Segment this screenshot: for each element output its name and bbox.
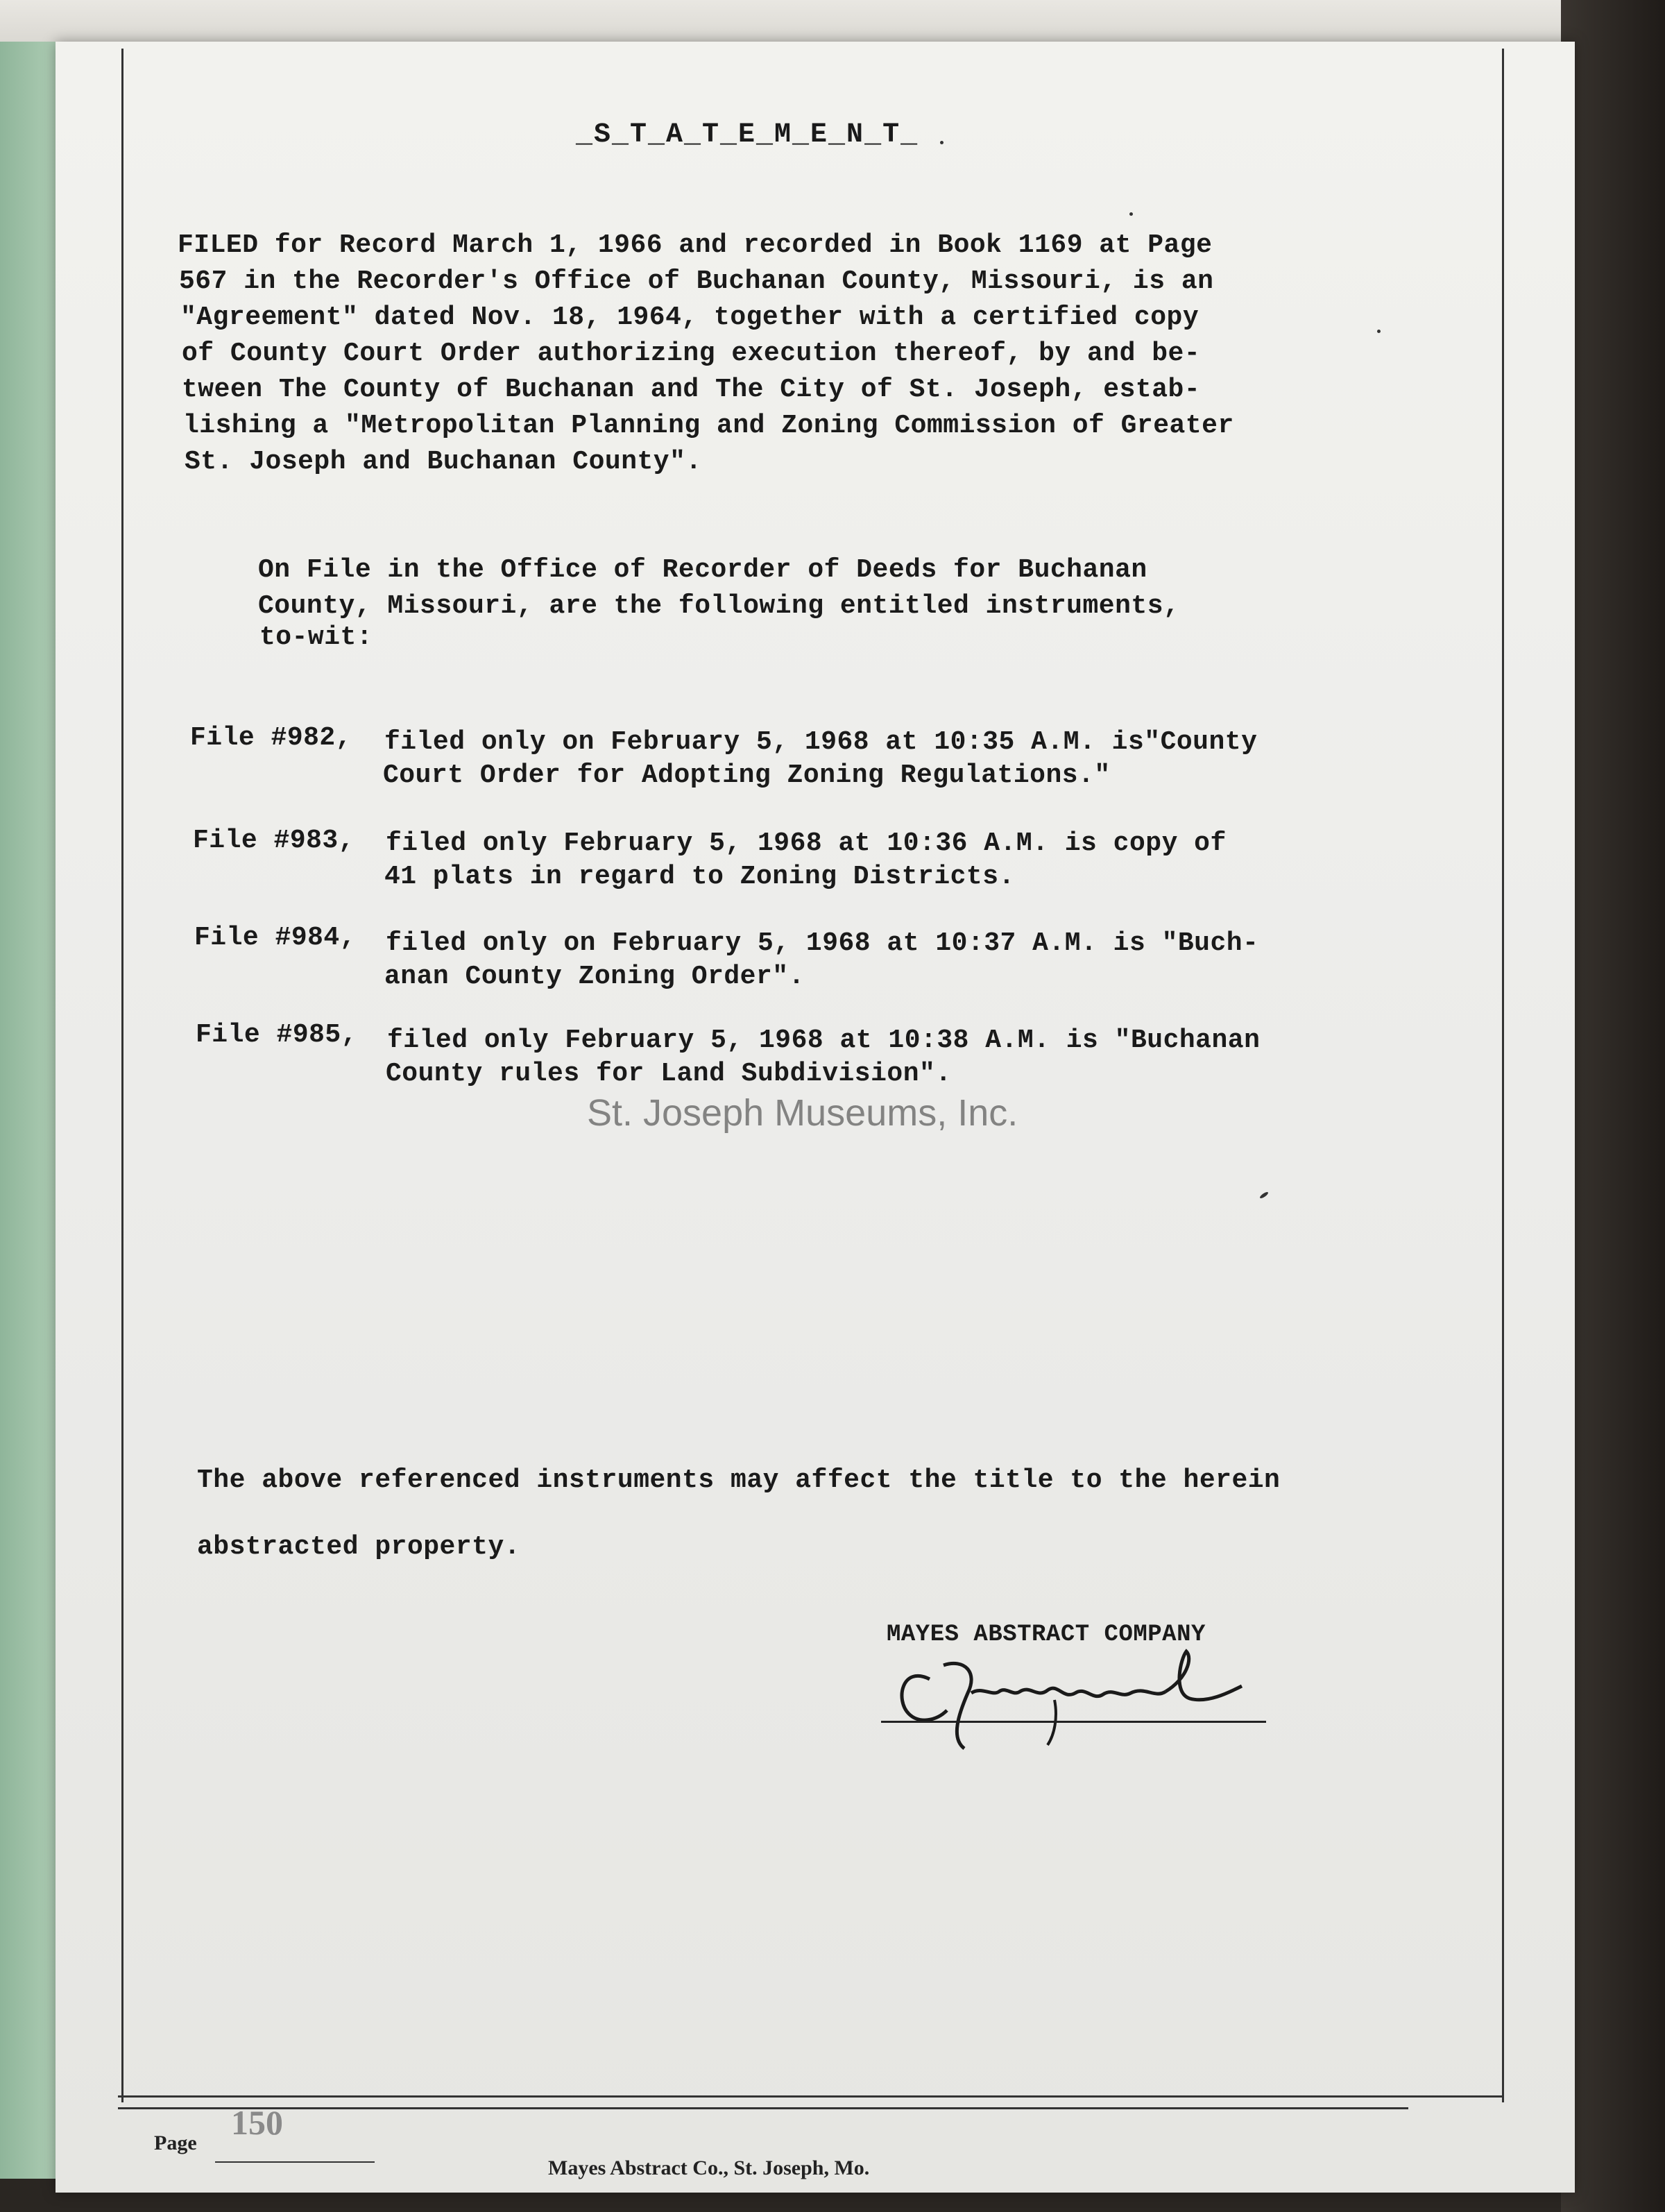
page-frame-bottom	[118, 2095, 1408, 2109]
file-line: County rules for Land Subdivision".	[386, 1059, 952, 1089]
file-line: filed only on February 5, 1968 at 10:37 A.M. is "Buch-	[386, 928, 1259, 958]
paragraph-line: to-wit:	[259, 622, 373, 652]
background-table	[1561, 0, 1665, 2212]
paragraph-line: lishing a "Metropolitan Planning and Zoning Commission of Greater	[183, 411, 1234, 441]
file-label: File #982,	[190, 723, 352, 753]
paragraph-line: of County Court Order authorizing execution thereof, by and be-	[182, 339, 1201, 368]
footer-company: Mayes Abstract Co., St. Joseph, Mo.	[548, 2156, 870, 2179]
closing-line: abstracted property.	[197, 1532, 521, 1562]
paragraph-line: 567 in the Recorder's Office of Buchanan County, Missouri, is an	[179, 266, 1214, 296]
signature	[881, 1617, 1270, 1755]
statement-heading: _S_T_A_T_E_M_E_N_T_	[576, 119, 919, 151]
footer-page-underline	[215, 2161, 375, 2163]
paragraph-line: tween The County of Buchanan and The City of St. Joseph, estab-	[182, 375, 1201, 405]
file-line: filed only February 5, 1968 at 10:36 A.M. is copy of	[386, 828, 1227, 858]
file-line: filed only February 5, 1968 at 10:38 A.M. is "Buchanan	[387, 1026, 1261, 1055]
closing-line: The above referenced instruments may affect the title to the herein	[197, 1465, 1281, 1495]
watermark: St. Joseph Museums, Inc.	[587, 1092, 1018, 1134]
paragraph-line: "Agreement" dated Nov. 18, 1964, together with a certified copy	[180, 303, 1199, 332]
file-label: File #985,	[196, 1020, 358, 1050]
company-name: MAYES ABSTRACT COMPANY	[887, 1622, 1206, 1648]
speck	[1129, 212, 1133, 216]
paragraph-line: County, Missouri, are the following entitled instruments,	[258, 591, 1180, 621]
paragraph-line: FILED for Record March 1, 1966 and recorded in Book 1169 at Page	[178, 230, 1213, 260]
file-label: File #983,	[193, 826, 355, 856]
paragraph-line: St. Joseph and Buchanan County".	[185, 447, 702, 477]
page-frame-bottom-right	[1408, 2095, 1504, 2098]
file-line: Court Order for Adopting Zoning Regulations."	[383, 760, 1111, 790]
signature-line	[881, 1721, 1266, 1723]
file-line: filed only on February 5, 1968 at 10:35 A.M. is"County	[384, 727, 1258, 757]
speck	[1377, 330, 1381, 333]
page-frame-right	[1502, 49, 1504, 2102]
file-line: anan County Zoning Order".	[384, 962, 805, 992]
footer-page-label: Page	[154, 2132, 197, 2154]
file-line: 41 plats in regard to Zoning Districts.	[384, 862, 1015, 892]
page-frame-left	[121, 49, 123, 2102]
paragraph-line: On File in the Office of Recorder of Deeds for Buchanan	[258, 555, 1147, 585]
footer-page-number: 150	[231, 2103, 283, 2142]
file-label: File #984,	[194, 923, 357, 953]
speck	[940, 141, 944, 144]
